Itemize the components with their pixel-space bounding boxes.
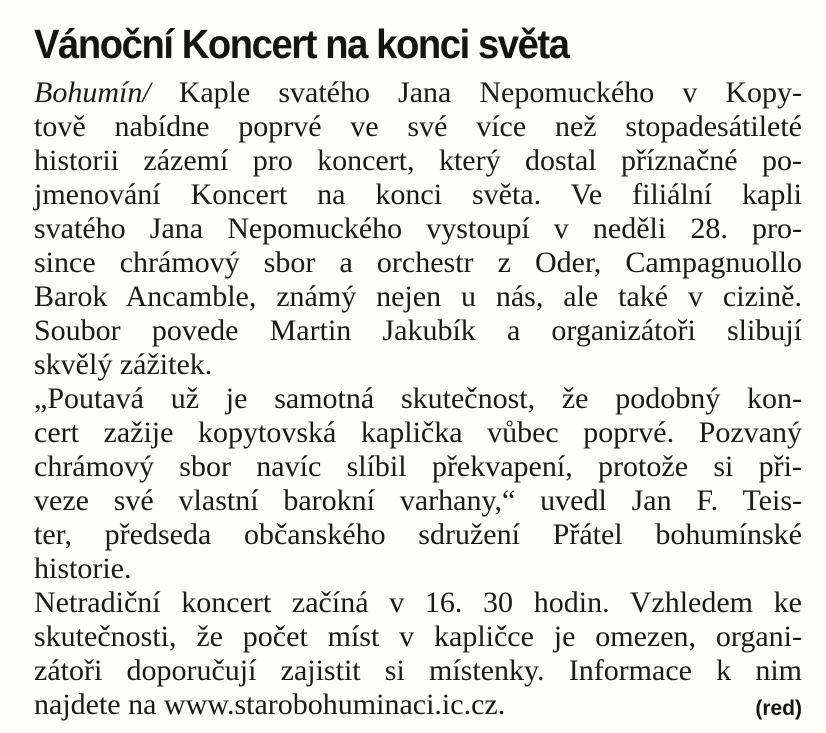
article-paragraph-3 [34, 586, 802, 722]
article-line: cert zažije kopytovská kaplička vůbec poprvé. Pozvaný [34, 416, 802, 449]
dateline-place: Bohumín/ [34, 76, 151, 109]
article-line [34, 76, 802, 110]
article-line: tově nabídne poprvé ve své více než stopadesátileté [34, 110, 802, 143]
article-line: veze své vlastní barokní varhany,“ uvedl Jan F. Teis- [34, 484, 802, 517]
article-line: svatého Jana Nepomuckého vystoupí v neděli 28. pro- [34, 212, 802, 245]
article-body [34, 76, 802, 722]
article-line: najdete na www.starobohuminaci.ic.cz. [34, 688, 506, 721]
article-headline: Vánoční Koncert na konci světa [34, 21, 569, 67]
article-line: ter, předseda občanského sdružení Přátel bohumínské [34, 518, 802, 551]
article-line: since chrámový sbor a orchestr z Oder, Campagnuollo [34, 246, 802, 279]
article-paragraph-2 [34, 382, 802, 586]
article-line: Barok Ancamble, známý nejen u nás, ale také v cizině. [34, 280, 802, 313]
article-line: Soubor povede Martin Jakubík a organizátoři slibují [34, 314, 802, 347]
article-line: historie. [34, 552, 132, 585]
article-line: skvělý zážitek. [34, 348, 213, 381]
article-line: jmenování Koncert na konci světa. Ve filiální kapli [34, 178, 802, 211]
article-line-text: Kaple svatého Jana Nepomuckého v Kopy- [150, 76, 802, 109]
article-line: historii zázemí pro koncert, který dostal příznačné po- [34, 144, 802, 177]
article-line: „Poutavá už je samotná skutečnost, že podobný kon- [34, 382, 802, 415]
article-line: Netradiční koncert začíná v 16. 30 hodin. Vzhledem ke [34, 586, 802, 619]
article-line: zátoři doporučují zajistit si místenky. Informace k nim [34, 654, 802, 687]
article-line: skutečnosti, že počet míst v kapličce je omezen, organi- [34, 620, 802, 653]
article-line: chrámový sbor navíc slíbil překvapení, protože si při- [34, 450, 802, 483]
author-credit: (red) [755, 697, 802, 720]
article-paragraph-1 [34, 76, 802, 382]
